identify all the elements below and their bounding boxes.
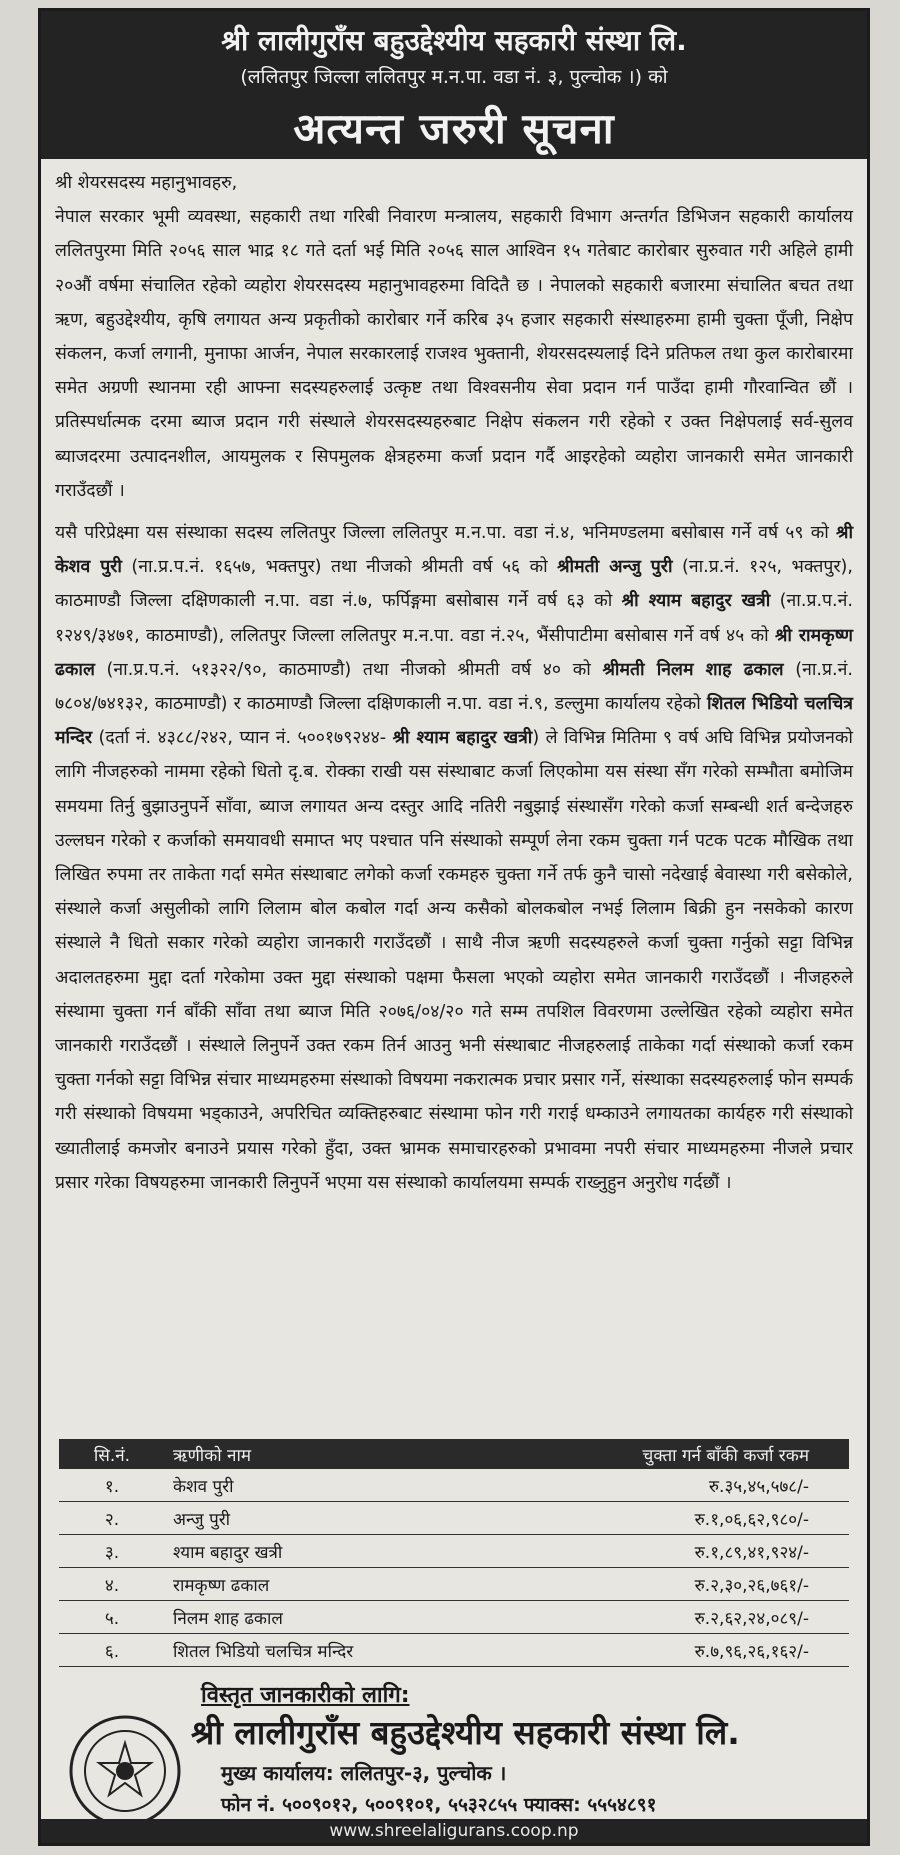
- row-amount: रु.१,८९,४१,९२४/-: [492, 1535, 849, 1568]
- notice-header: [41, 11, 867, 159]
- borrower-name: श्री श्याम बहादुर खत्री: [621, 591, 771, 612]
- text-run: (ना.प्र.प.नं. १२४९/३४७१, काठमाण्डौ), ललितपुर जिल्ला ललितपुर म.न.पा. वडा नं.२५, भैंसीपाटीमा बसोबास गर्ने वर्ष ४५ को: [55, 591, 853, 646]
- table-row: [59, 1634, 849, 1667]
- col-borrower: ऋणीको नाम: [165, 1439, 492, 1469]
- notice-title: अत्यन्त जरुरी सूचना: [293, 104, 615, 153]
- text-run: (दर्ता नं. ४३८८/२४२, प्यान नं. ५००१७९२४४-: [92, 728, 393, 749]
- website-bar: www.shreelaligurans.coop.np: [41, 1819, 867, 1843]
- notice-page: [38, 8, 870, 1846]
- row-amount: रु.२,३०,२६,७६१/-: [492, 1568, 849, 1601]
- col-amount: चुक्ता गर्न बाँकी कर्जा रकम: [492, 1439, 849, 1469]
- text-run: (ना.प्र.प.नं. १६५७, भक्तपुर) तथा नीजको श्रीमती वर्ष ५६ को: [121, 557, 558, 578]
- text-run: ) ले विभिन्न मितिमा ९ वर्ष अघि विभिन्न प्रयोजनको लागि नीजहरुको नाममा रहेको धितो दृ.ब. रोक्का राखी यस संस्थाबाट कर्जा लिएकोमा यस संस्था सँग गरेको सम्भौता बमोजिम समयमा तिर्नु बुझाउनुपर्ने साँवा, ब्याज लगायत अन्य दस्तुर आदि नतिरी नबुझाई संस्थासँग गरेको कर्जा सम्बन्धी शर्त बन्देजहरु उल्लघन गरेको र कर्जाको समयावधी समाप्त भए पश्चात पनि संस्थाको सम्पूर्ण लेना रकम चुक्ता गर्न पटक पटक मौखिक तथा लिखित रुपमा तर ताकेता गर्दा समेत संस्थाबाट लगेको कर्जा रकमहरु चुक्ता गर्ने तर्फ कुनै चासो नदेखाई बेवास्था गरी बसेकोले, संस्थाले कर्जा असुलीको लागि लिलाम बोल कबोल गर्दा अन्य कसैको बोलकबोल नभई लिलाम बिक्री हुन नसकेको कारण संस्थाले नै धितो सकार गरेको व्यहोरा जानकारी गराउँदछौं । साथै नीज ऋणी सदस्यहरुले कर्जा चुक्ता गर्नुको सट्टा विभिन्न अदालतहरुमा मुद्दा दर्ता गरेकोमा उक्त मुद्दा संस्थाको पक्षमा फैसला भएको व्यहोरा समेत जानकारी गराउँदछौं । नीजहरुले संस्थामा चुक्ता गर्न बाँकी साँवा तथा ब्याज मिति २०७६/०४/२० गते सम्म तपशिल विवरणमा उल्लेखित रहेको व्यहोरा समेत जानकारी गराउँदछौं । संस्थाले लिनुपर्ने उक्त रकम तिर्न आउनु भनी संस्थाबाट नीजहरुलाई ताकेका गर्दा संस्थाको कर्जा रकम चुक्ता गर्नको सट्टा विभिन्न संचार माध्यमहरुमा संस्थाको विषयमा नकरात्मक प्रचार प्रसार गर्ने, संस्थाका सदस्यहरुलाई फोन सम्पर्क गरी संस्थाको विषयमा भड्काउने, अपरिचित व्यक्तिहरुबाट संस्थामा फोन गरी गराई धम्काउने लगायतका कार्यहरु गरी संस्थाको ख्यातीलाई कमजोर बनाउने प्रयास गरेको हुँदा, उक्त भ्रामक समाचारहरुको प्रभावमा नपरी संचार माध्यमहरुमा नीजले प्रचार प्रसार गरेका विषयहरुमा जानकारी लिनुपर्ने भएमा यस संस्थाको कार्यालयमा सम्पर्क राख्नुहुन अनुरोध गर्दछौं ।: [55, 728, 853, 1193]
- borrower-name: श्री श्याम बहादुर खत्री: [392, 728, 533, 749]
- col-serial: सि.नं.: [59, 1439, 165, 1469]
- borrower-name: शितल भिडियो चलचित्र मन्दिर: [55, 694, 853, 749]
- row-serial: २.: [59, 1502, 165, 1535]
- paragraph-intro: नेपाल सरकार भूमी व्यवस्था, सहकारी तथा गरिबी निवारण मन्त्रालय, सहकारी विभाग अन्तर्गत डिभिजन सहकारी कार्यालय ललितपुरमा मिति २०५६ साल भाद्र १८ गते दर्ता भई मिति २०५६ साल आश्विन १५ गतेबाट कारोबार सुरुवात गरी अहिले हामी २०औं वर्षमा संचालित रहेको व्यहोरा शेयरसदस्य महानुभावहरुमा विदितै छ । नेपालको सहकारी बजारमा संचालित बचत तथा ऋण, बहुउद्देश्यीय, कृषि लगायत अन्य प्रकृतीको कारोबार गर्ने करिब ३५ हजार सहकारी संस्थाहरुमा हामी चुक्ता पूँजी, निक्षेप संकलन, कर्जा लगानी, मुनाफा आर्जन, नेपाल सरकारलाई राजश्व भुक्तानी, शेयरसदस्यलाई दिने प्रतिफल तथा कुल कारोबारमा समेत अग्रणी स्थानमा रही आफ्ना सदस्यहरुलाई उत्कृष्ट तथा विश्वसनीय सेवा प्रदान गर्न पाउँदा हामी गौरवान्वित छौं । प्रतिस्पर्धात्मक दरमा ब्याज प्रदान गरी संस्थाले शेयरसदस्यहरुबाट निक्षेप संकलन गरी रहेको र उक्त निक्षेपलाई सर्व-सुलव ब्याजदरमा उत्पादनशील, आयमुलक र सिपमुलक क्षेत्रहरुमा कर्जा प्रदान गर्दै आइरहेको व्यहोरा जानकारी समेत जानकारी गराउँदछौं ।: [55, 207, 853, 501]
- org-name: श्री लालीगुराँस बहुउद्देश्यीय सहकारी संस्था लि.: [221, 24, 687, 57]
- text-run: (ना.प्र.प.नं. ५१३२२/९०, काठमाण्डौ) तथा नीजको श्रीमती वर्ष ४० को: [94, 659, 603, 680]
- row-borrower: रामकृष्ण ढकाल: [165, 1568, 492, 1601]
- paragraph-details: [55, 516, 853, 1200]
- table-row: [59, 1502, 849, 1535]
- row-serial: १.: [59, 1469, 165, 1502]
- loan-table: [59, 1439, 849, 1667]
- office-address: मुख्य कार्यालय: ललितपुर-३, पुल्चोक ।: [221, 1761, 507, 1785]
- row-borrower: शितल भिडियो चलचित्र मन्दिर: [165, 1634, 492, 1667]
- borrower-name: श्रीमती अन्जु पुरी: [557, 557, 673, 578]
- row-amount: रु.७,९६,२६,१६२/-: [492, 1634, 849, 1667]
- table-header-row: [59, 1439, 849, 1469]
- row-serial: ५.: [59, 1601, 165, 1634]
- row-amount: रु.१,०६,६२,९८०/-: [492, 1502, 849, 1535]
- row-serial: ३.: [59, 1535, 165, 1568]
- borrower-name: श्री रामकृष्ण ढकाल: [55, 625, 853, 680]
- notice-body: [55, 166, 853, 1200]
- table-row: [59, 1601, 849, 1634]
- row-borrower: अन्जु पुरी: [165, 1502, 492, 1535]
- table-row: [59, 1535, 849, 1568]
- table-row: [59, 1469, 849, 1502]
- borrower-name: श्रीमती निलम शाह ढकाल: [602, 659, 784, 680]
- row-serial: ६.: [59, 1634, 165, 1667]
- salutation: श्री शेयरसदस्य महानुभावहरु,: [55, 173, 238, 193]
- table-row: [59, 1568, 849, 1601]
- org-seal-icon: [67, 1713, 183, 1829]
- row-amount: रु.३५,४५,५७८/-: [492, 1469, 849, 1502]
- row-amount: रु.२,६२,२४,०८९/-: [492, 1601, 849, 1634]
- borrower-name: श्री केशव पुरी: [55, 523, 853, 578]
- contact-label: विस्तृत जानकारीको लागि:: [201, 1683, 410, 1708]
- row-serial: ४.: [59, 1568, 165, 1601]
- footer-org-name: श्री लालीगुराँस बहुउद्देश्यीय सहकारी संस्था लि.: [191, 1713, 740, 1752]
- text-run: यसै परिप्रेक्ष्मा यस संस्थाका सदस्य ललितपुर जिल्ला ललितपुर म.न.पा. वडा नं.४, भनिमण्डलमा बसोबास गर्ने वर्ष ५९ को: [55, 523, 836, 544]
- text-run: (ना.प्र.नं. १२५, भक्तपुर), काठमाण्डौ जिल्ला दक्षिणकाली न.पा. वडा नं.७, फर्पिङ्गमा बसोबास गर्ने वर्ष ६३ को: [55, 557, 854, 612]
- org-address: (ललितपुर जिल्ला ललितपुर म.न.पा. वडा नं. ३, पुल्चोक ।) को: [240, 66, 668, 88]
- row-borrower: निलम शाह ढकाल: [165, 1601, 492, 1634]
- row-borrower: श्याम बहादुर खत्री: [165, 1535, 492, 1568]
- phone-numbers: फोन नं. ५००९०१२, ५००९१०१, ५५३२८५५ फ्याक्स: ५५५४८९१: [221, 1794, 657, 1816]
- row-borrower: केशव पुरी: [165, 1469, 492, 1502]
- text-run: (ना.प्र.नं. ७८०४/७४१३२, काठमाण्डौ) र काठमाण्डौ जिल्ला दक्षिणकाली न.पा. वडा नं.९, डल्लुमा कार्यालय रहेको: [55, 659, 853, 715]
